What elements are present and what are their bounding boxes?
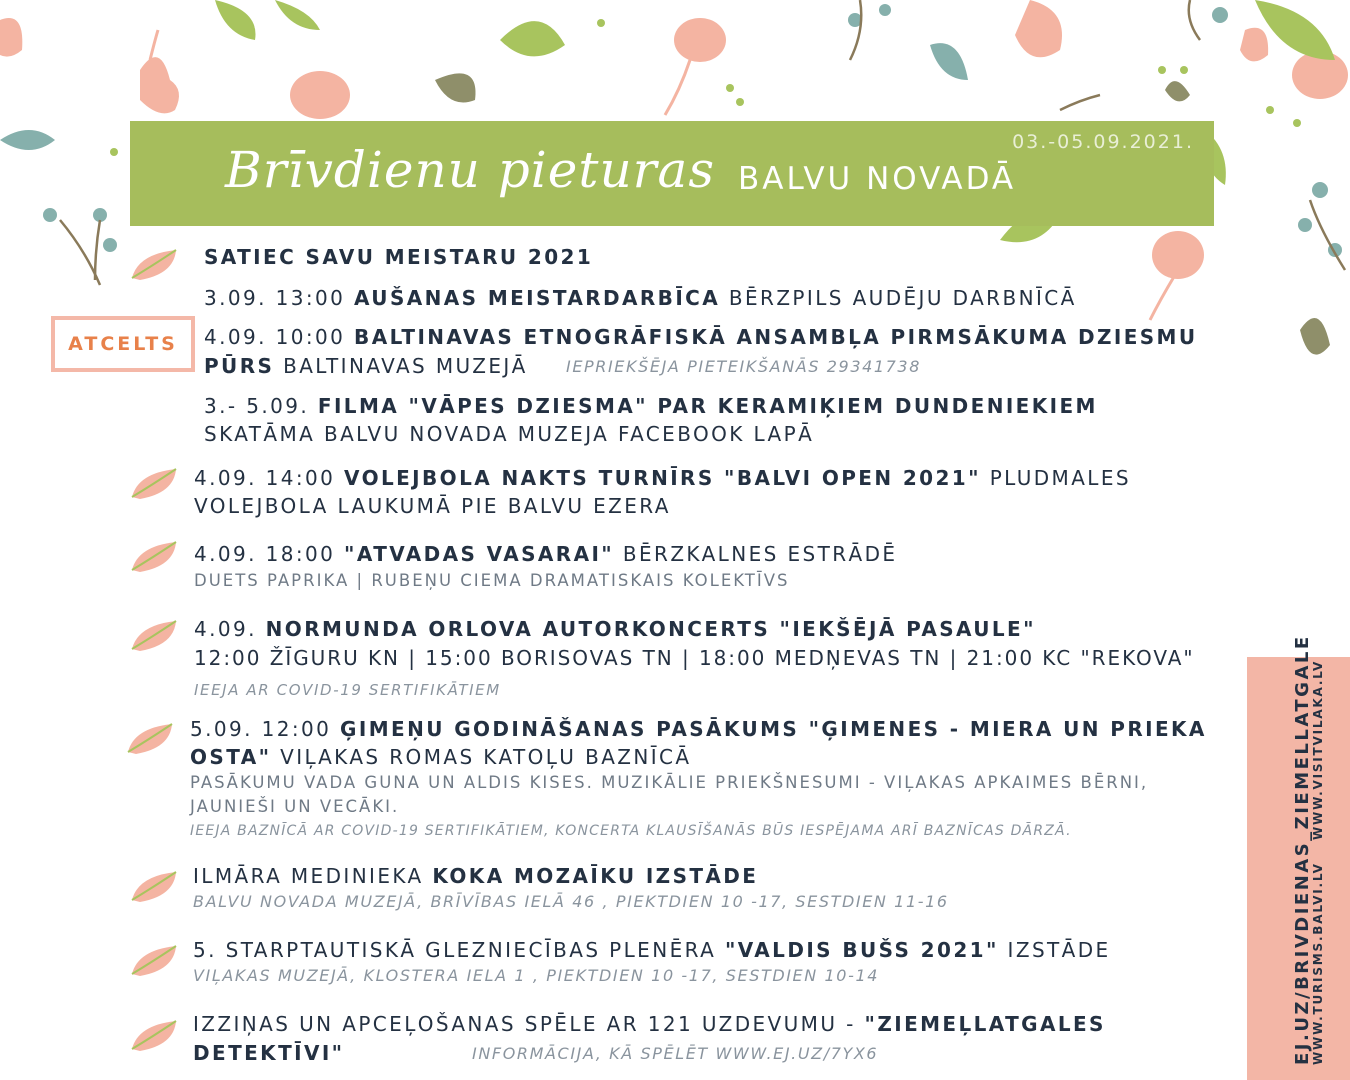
leaf-bullet-icon (130, 868, 180, 906)
leaf-bullet-icon (130, 942, 180, 980)
event-6-times: 12:00 ŽĪGURU KN | 15:00 BORISOVAS TN | 18:00 MEDŅEVAS TN | 21:00 KC "REKOVA" (194, 646, 1195, 670)
event-7-sub2: JAUNIEŠI UN VECĀKI. (190, 797, 400, 816)
event-7-sub: PASĀKUMU VADA GUNA UN ALDIS KISES. MUZIKĀLIE PRIEKŠNESUMI - VIĻAKAS APKAIMES BĒRNI, (190, 773, 1149, 792)
event-7-line2: OSTA" VIĻAKAS ROMAS KATOĻU BAZNĪCĀ (190, 745, 692, 769)
event-1: 3.09. 13:00 AUŠANAS MEISTARDARBĪCA BĒRZPILS AUDĒJU DARBNĪCĀ (204, 286, 1077, 310)
event-7: 5.09. 12:00 ĢIMEŅU GODINĀŠANAS PASĀKUMS "ĢIMENES - MIERA UN PRIEKA (190, 717, 1207, 741)
event-10: IZZIŅAS UN APCEĻOŠANAS SPĒLE AR 121 UZDEVUMU - "ZIEMEĻLATGALES (193, 1012, 1106, 1036)
leaf-bullet-icon (126, 720, 176, 758)
section-title: SATIEC SAVU MEISTARU 2021 (204, 245, 594, 269)
event-2: 4.09. 10:00 BALTINAVAS ETNOGRĀFISKĀ ANSAMBĻA PIRMSĀKUMA DZIESMU (204, 325, 1198, 349)
event-5-sub: DUETS PAPRIKA | RUBEŅU CIEMA DRAMATISKAIS KOLEKTĪVS (194, 571, 790, 590)
event-10-note: INFORMĀCIJA, KĀ SPĒLĒT WWW.EJ.UZ/7YX6 (472, 1044, 879, 1063)
banner-date: 03.-05.09.2021. (1012, 131, 1194, 153)
event-9-note: VIĻAKAS MUZEJĀ, KLOSTERA IELA 1 , PIEKTDIEN 10 -17, SESTDIEN 10-14 (193, 966, 880, 985)
leaf-bullet-icon (130, 246, 180, 284)
leaf-bullet-icon (130, 538, 180, 576)
event-6-note: IEEJA AR COVID-19 SERTIFIKĀTIEM (194, 681, 501, 699)
event-6: 4.09. NORMUNDA ORLOVA AUTORKONCERTS "IEKŠĒJĀ PASAULE" (194, 617, 1036, 641)
event-2-note: IEPRIEKŠĒJA PIETEIKŠANĀS 29341738 (566, 357, 921, 376)
event-7-note: IEEJA BAZNĪCĀ AR COVID-19 SERTIFIKĀTIEM, KONCERTA KLAUSĪŠANĀS BŪS IESPĒJAMA ARĪ BAZNĪCAS DĀRZĀ. (190, 823, 1072, 839)
title-banner (130, 121, 1214, 226)
event-8-note: BALVU NOVADA MUZEJĀ, BRĪVĪBAS IELĀ 46 , PIEKTDIEN 10 -17, SESTDIEN 11-16 (193, 892, 949, 911)
leaf-bullet-icon (130, 617, 180, 655)
sidebar-main-link[interactable]: EJ.UZ/BRIVDIENAS_ZIEMELLATGALE (1292, 634, 1313, 1065)
leaf-bullet-icon (130, 1017, 180, 1055)
event-5: 4.09. 18:00 "ATVADAS VASARAI" BĒRZKALNES ESTRĀDĒ (194, 542, 898, 566)
sidebar-link-visitvilaka[interactable]: WWW.VISITVILAKA.LV (1311, 659, 1325, 840)
event-3: 3.- 5.09. FILMA "VĀPES DZIESMA" PAR KERAMIĶIEM DUNDENIEKIEM (204, 394, 1098, 418)
event-4-line2: VOLEJBOLA LAUKUMĀ PIE BALVU EZERA (194, 494, 671, 518)
banner-subtitle: BALVU NOVADĀ (738, 161, 1017, 197)
sidebar-link-turisms[interactable]: WWW.TURISMS.BALVI.LV (1311, 862, 1325, 1065)
event-4: 4.09. 14:00 VOLEJBOLA NAKTS TURNĪRS "BALVI OPEN 2021" PLUDMALES (194, 466, 1131, 490)
event-9: 5. STARPTAUTISKĀ GLEZNIECĪBAS PLENĒRA "VALDIS BUŠS 2021" IZSTĀDE (193, 938, 1111, 962)
leaf-bullet-icon (130, 465, 180, 503)
banner-title: Brīvdienu pieturas (225, 141, 716, 199)
event-3-line2: SKATĀMA BALVU NOVADA MUZEJA FACEBOOK LAPĀ (204, 422, 815, 446)
event-10-line2: DETEKTĪVI" (193, 1041, 345, 1065)
cancelled-badge: ATCELTS (51, 316, 195, 372)
event-2-line2: PŪRS BALTINAVAS MUZEJĀ (204, 354, 528, 378)
event-8: ILMĀRA MEDINIEKA KOKA MOZAĪKU IZSTĀDE (193, 864, 759, 888)
